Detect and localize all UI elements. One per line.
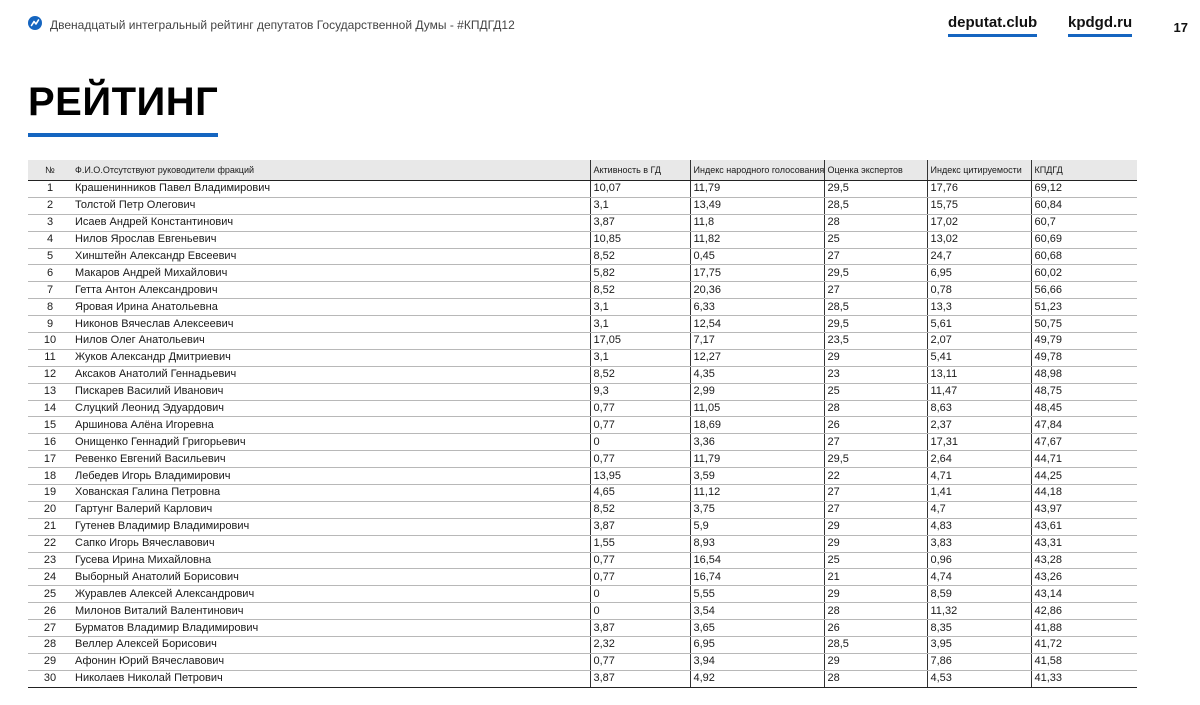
- rank-cell: 4: [28, 231, 72, 248]
- header-title: Двенадцатый интегральный рейтинг депутатов Государственной Думы - #КПДГД12: [50, 18, 515, 32]
- vote-index-cell: 2,99: [690, 383, 824, 400]
- rank-cell: 15: [28, 417, 72, 434]
- activity-cell: 17,05: [590, 333, 690, 350]
- vote-index-cell: 17,75: [690, 265, 824, 282]
- activity-cell: 3,87: [590, 670, 690, 687]
- vote-index-cell: 8,93: [690, 535, 824, 552]
- rank-cell: 28: [28, 637, 72, 654]
- activity-cell: 3,87: [590, 214, 690, 231]
- expert-score-cell: 29,5: [824, 181, 927, 198]
- citation-index-cell: 2,64: [927, 451, 1031, 468]
- rank-cell: 12: [28, 366, 72, 383]
- table-row: [28, 670, 1137, 687]
- table-row: [28, 181, 1137, 198]
- vote-index-cell: 18,69: [690, 417, 824, 434]
- expert-score-cell: 23: [824, 366, 927, 383]
- activity-cell: 0,77: [590, 569, 690, 586]
- expert-score-cell: 28,5: [824, 637, 927, 654]
- kpdgd-cell: 47,67: [1031, 434, 1137, 451]
- citation-index-cell: 7,86: [927, 653, 1031, 670]
- kpdgd-cell: 51,23: [1031, 299, 1137, 316]
- table-row: [28, 653, 1137, 670]
- rank-cell: 22: [28, 535, 72, 552]
- deputy-name-cell: Милонов Виталий Валентинович: [72, 603, 590, 620]
- deputy-name-cell: Гетта Антон Александрович: [72, 282, 590, 299]
- deputat-logo-icon: [28, 16, 42, 30]
- activity-cell: 13,95: [590, 468, 690, 485]
- rank-cell: 11: [28, 349, 72, 366]
- kpdgd-cell: 44,71: [1031, 451, 1137, 468]
- rank-cell: 10: [28, 333, 72, 350]
- expert-score-cell: 29,5: [824, 451, 927, 468]
- expert-score-cell: 29: [824, 586, 927, 603]
- citation-index-cell: 1,41: [927, 485, 1031, 502]
- col-vote-index-header: Индекс народного голосования: [690, 160, 824, 181]
- table-row: [28, 231, 1137, 248]
- table-row: [28, 366, 1137, 383]
- citation-index-cell: 8,63: [927, 400, 1031, 417]
- rank-cell: 6: [28, 265, 72, 282]
- vote-index-cell: 6,33: [690, 299, 824, 316]
- vote-index-cell: 11,79: [690, 451, 824, 468]
- table-row: [28, 333, 1137, 350]
- vote-index-cell: 5,9: [690, 518, 824, 535]
- activity-cell: 10,07: [590, 181, 690, 198]
- activity-cell: 3,1: [590, 197, 690, 214]
- rank-cell: 3: [28, 214, 72, 231]
- activity-cell: 9,3: [590, 383, 690, 400]
- expert-score-cell: 27: [824, 485, 927, 502]
- title-underline: [28, 133, 218, 137]
- table-row: [28, 282, 1137, 299]
- activity-cell: 2,32: [590, 637, 690, 654]
- vote-index-cell: 3,36: [690, 434, 824, 451]
- deputy-name-cell: Журавлев Алексей Александрович: [72, 586, 590, 603]
- kpdgd-cell: 60,02: [1031, 265, 1137, 282]
- vote-index-cell: 3,65: [690, 620, 824, 637]
- citation-index-cell: 2,37: [927, 417, 1031, 434]
- rank-cell: 21: [28, 518, 72, 535]
- rank-cell: 14: [28, 400, 72, 417]
- citation-index-cell: 13,3: [927, 299, 1031, 316]
- col-number-header: №: [28, 160, 72, 181]
- rank-cell: 1: [28, 181, 72, 198]
- activity-cell: 8,52: [590, 501, 690, 518]
- kpdgd-cell: 43,31: [1031, 535, 1137, 552]
- vote-index-cell: 12,54: [690, 316, 824, 333]
- deputy-name-cell: Толстой Петр Олегович: [72, 197, 590, 214]
- activity-cell: 0: [590, 603, 690, 620]
- rating-table: [28, 160, 1137, 688]
- vote-index-cell: 11,8: [690, 214, 824, 231]
- expert-score-cell: 26: [824, 620, 927, 637]
- deputy-name-cell: Нилов Ярослав Евгеньевич: [72, 231, 590, 248]
- deputy-name-cell: Яровая Ирина Анатольевна: [72, 299, 590, 316]
- kpdgd-cell: 69,12: [1031, 181, 1137, 198]
- vote-index-cell: 3,94: [690, 653, 824, 670]
- expert-score-cell: 22: [824, 468, 927, 485]
- rank-cell: 18: [28, 468, 72, 485]
- citation-index-cell: 11,32: [927, 603, 1031, 620]
- citation-index-cell: 17,31: [927, 434, 1031, 451]
- deputy-name-cell: Сапко Игорь Вячеславович: [72, 535, 590, 552]
- expert-score-cell: 28: [824, 400, 927, 417]
- table-row: [28, 316, 1137, 333]
- expert-score-cell: 28,5: [824, 299, 927, 316]
- vote-index-cell: 6,95: [690, 637, 824, 654]
- expert-score-cell: 21: [824, 569, 927, 586]
- page-header: [28, 14, 1188, 40]
- expert-score-cell: 26: [824, 417, 927, 434]
- expert-score-cell: 28,5: [824, 197, 927, 214]
- deputy-name-cell: Гартунг Валерий Карлович: [72, 501, 590, 518]
- citation-index-cell: 4,53: [927, 670, 1031, 687]
- deputy-name-cell: Аксаков Анатолий Геннадьевич: [72, 366, 590, 383]
- citation-index-cell: 3,83: [927, 535, 1031, 552]
- deputy-name-cell: Бурматов Владимир Владимирович: [72, 620, 590, 637]
- rank-cell: 16: [28, 434, 72, 451]
- rank-cell: 13: [28, 383, 72, 400]
- activity-cell: 3,1: [590, 299, 690, 316]
- citation-index-cell: 8,59: [927, 586, 1031, 603]
- expert-score-cell: 28: [824, 214, 927, 231]
- vote-index-cell: 20,36: [690, 282, 824, 299]
- table-row: [28, 485, 1137, 502]
- deputat-club-link[interactable]: deputat.club: [948, 14, 1037, 37]
- kpdgd-cell: 41,72: [1031, 637, 1137, 654]
- rank-cell: 8: [28, 299, 72, 316]
- vote-index-cell: 11,12: [690, 485, 824, 502]
- kpdgd-cell: 43,97: [1031, 501, 1137, 518]
- kpdgd-cell: 41,33: [1031, 670, 1137, 687]
- rank-cell: 25: [28, 586, 72, 603]
- rank-cell: 27: [28, 620, 72, 637]
- table-row: [28, 468, 1137, 485]
- kpdgd-cell: 48,45: [1031, 400, 1137, 417]
- rank-cell: 5: [28, 248, 72, 265]
- table-row: [28, 518, 1137, 535]
- vote-index-cell: 11,79: [690, 181, 824, 198]
- expert-score-cell: 27: [824, 501, 927, 518]
- citation-index-cell: 24,7: [927, 248, 1031, 265]
- expert-score-cell: 25: [824, 383, 927, 400]
- citation-index-cell: 17,02: [927, 214, 1031, 231]
- rank-cell: 29: [28, 653, 72, 670]
- deputy-name-cell: Веллер Алексей Борисович: [72, 637, 590, 654]
- kpdgd-cell: 41,88: [1031, 620, 1137, 637]
- table-row: [28, 265, 1137, 282]
- kpdgd-cell: 48,98: [1031, 366, 1137, 383]
- kpdgd-cell: 60,84: [1031, 197, 1137, 214]
- kpdgd-cell: 49,78: [1031, 349, 1137, 366]
- citation-index-cell: 2,07: [927, 333, 1031, 350]
- kpdgd-cell: 48,75: [1031, 383, 1137, 400]
- kpdgd-cell: 43,28: [1031, 552, 1137, 569]
- col-expert-header: Оценка экспертов: [824, 160, 927, 181]
- citation-index-cell: 13,02: [927, 231, 1031, 248]
- citation-index-cell: 3,95: [927, 637, 1031, 654]
- citation-index-cell: 0,78: [927, 282, 1031, 299]
- col-activity-header: Активность в ГД: [590, 160, 690, 181]
- activity-cell: 0,77: [590, 400, 690, 417]
- activity-cell: 8,52: [590, 366, 690, 383]
- kpdgd-cell: 47,84: [1031, 417, 1137, 434]
- rank-cell: 30: [28, 670, 72, 687]
- rank-cell: 7: [28, 282, 72, 299]
- table-row: [28, 535, 1137, 552]
- deputy-name-cell: Слуцкий Леонид Эдуардович: [72, 400, 590, 417]
- rank-cell: 9: [28, 316, 72, 333]
- citation-index-cell: 4,83: [927, 518, 1031, 535]
- expert-score-cell: 29,5: [824, 265, 927, 282]
- expert-score-cell: 27: [824, 282, 927, 299]
- citation-index-cell: 15,75: [927, 197, 1031, 214]
- table-row: [28, 620, 1137, 637]
- vote-index-cell: 16,74: [690, 569, 824, 586]
- activity-cell: 0,77: [590, 552, 690, 569]
- expert-score-cell: 28: [824, 603, 927, 620]
- vote-index-cell: 5,55: [690, 586, 824, 603]
- rank-cell: 26: [28, 603, 72, 620]
- activity-cell: 0,77: [590, 417, 690, 434]
- deputy-name-cell: Гутенев Владимир Владимирович: [72, 518, 590, 535]
- activity-cell: 1,55: [590, 535, 690, 552]
- vote-index-cell: 7,17: [690, 333, 824, 350]
- deputy-name-cell: Жуков Александр Дмитриевич: [72, 349, 590, 366]
- deputy-name-cell: Лебедев Игорь Владимирович: [72, 468, 590, 485]
- col-kpdgd-header: КПДГД: [1031, 160, 1137, 181]
- activity-cell: 3,1: [590, 316, 690, 333]
- vote-index-cell: 4,92: [690, 670, 824, 687]
- rank-cell: 17: [28, 451, 72, 468]
- table-row: [28, 451, 1137, 468]
- activity-cell: 0,77: [590, 451, 690, 468]
- citation-index-cell: 4,7: [927, 501, 1031, 518]
- table-row: [28, 248, 1137, 265]
- expert-score-cell: 25: [824, 552, 927, 569]
- deputy-name-cell: Пискарев Василий Иванович: [72, 383, 590, 400]
- deputy-name-cell: Аршинова Алёна Игоревна: [72, 417, 590, 434]
- expert-score-cell: 29: [824, 653, 927, 670]
- citation-index-cell: 6,95: [927, 265, 1031, 282]
- deputy-name-cell: Николаев Николай Петрович: [72, 670, 590, 687]
- deputy-name-cell: Хинштейн Александр Евсеевич: [72, 248, 590, 265]
- kpdgd-cell: 43,14: [1031, 586, 1137, 603]
- kpdgd-cell: 60,68: [1031, 248, 1137, 265]
- table-row: [28, 197, 1137, 214]
- activity-cell: 4,65: [590, 485, 690, 502]
- kpdgd-cell: 60,69: [1031, 231, 1137, 248]
- vote-index-cell: 13,49: [690, 197, 824, 214]
- table-row: [28, 434, 1137, 451]
- activity-cell: 3,87: [590, 620, 690, 637]
- col-name-header: Ф.И.О.Отсутствуют руководители фракций: [72, 160, 590, 181]
- table-row: [28, 552, 1137, 569]
- activity-cell: 8,52: [590, 248, 690, 265]
- vote-index-cell: 4,35: [690, 366, 824, 383]
- vote-index-cell: 3,75: [690, 501, 824, 518]
- table-row: [28, 586, 1137, 603]
- kpdgd-cell: 56,66: [1031, 282, 1137, 299]
- kpdgd-cell: 42,86: [1031, 603, 1137, 620]
- vote-index-cell: 3,59: [690, 468, 824, 485]
- table-row: [28, 417, 1137, 434]
- deputy-name-cell: Гусева Ирина Михайловна: [72, 552, 590, 569]
- table-row: [28, 400, 1137, 417]
- expert-score-cell: 27: [824, 434, 927, 451]
- table-row: [28, 637, 1137, 654]
- table-row: [28, 501, 1137, 518]
- table-row: [28, 349, 1137, 366]
- deputy-name-cell: Ревенко Евгений Васильевич: [72, 451, 590, 468]
- citation-index-cell: 8,35: [927, 620, 1031, 637]
- expert-score-cell: 29: [824, 535, 927, 552]
- citation-index-cell: 5,61: [927, 316, 1031, 333]
- expert-score-cell: 29,5: [824, 316, 927, 333]
- rank-cell: 20: [28, 501, 72, 518]
- deputy-name-cell: Онищенко Геннадий Григорьевич: [72, 434, 590, 451]
- expert-score-cell: 23,5: [824, 333, 927, 350]
- citation-index-cell: 4,71: [927, 468, 1031, 485]
- deputy-name-cell: Выборный Анатолий Борисович: [72, 569, 590, 586]
- deputy-name-cell: Исаев Андрей Константинович: [72, 214, 590, 231]
- table-row: [28, 383, 1137, 400]
- kpdgd-cell: 49,79: [1031, 333, 1137, 350]
- table-row: [28, 569, 1137, 586]
- deputy-name-cell: Макаров Андрей Михайлович: [72, 265, 590, 282]
- table-row: [28, 214, 1137, 231]
- expert-score-cell: 27: [824, 248, 927, 265]
- deputy-name-cell: Крашенинников Павел Владимирович: [72, 181, 590, 198]
- col-citation-header: Индекс цитируемости: [927, 160, 1031, 181]
- rank-cell: 24: [28, 569, 72, 586]
- kpdgd-link[interactable]: kpdgd.ru: [1068, 14, 1132, 37]
- activity-cell: 0: [590, 586, 690, 603]
- kpdgd-cell: 44,18: [1031, 485, 1137, 502]
- activity-cell: 5,82: [590, 265, 690, 282]
- rank-cell: 19: [28, 485, 72, 502]
- page-title: РЕЙТИНГ: [28, 80, 219, 124]
- expert-score-cell: 29: [824, 349, 927, 366]
- table-row: [28, 299, 1137, 316]
- vote-index-cell: 0,45: [690, 248, 824, 265]
- kpdgd-cell: 41,58: [1031, 653, 1137, 670]
- activity-cell: 10,85: [590, 231, 690, 248]
- page-number: 17: [1173, 20, 1188, 35]
- activity-cell: 0: [590, 434, 690, 451]
- activity-cell: 3,1: [590, 349, 690, 366]
- table-row: [28, 603, 1137, 620]
- table-header-row: [28, 160, 1137, 181]
- expert-score-cell: 25: [824, 231, 927, 248]
- deputy-name-cell: Нилов Олег Анатольевич: [72, 333, 590, 350]
- vote-index-cell: 16,54: [690, 552, 824, 569]
- kpdgd-cell: 50,75: [1031, 316, 1137, 333]
- kpdgd-cell: 43,61: [1031, 518, 1137, 535]
- expert-score-cell: 28: [824, 670, 927, 687]
- citation-index-cell: 17,76: [927, 181, 1031, 198]
- rank-cell: 2: [28, 197, 72, 214]
- citation-index-cell: 13,11: [927, 366, 1031, 383]
- table-body: [28, 181, 1137, 688]
- vote-index-cell: 3,54: [690, 603, 824, 620]
- citation-index-cell: 4,74: [927, 569, 1031, 586]
- citation-index-cell: 0,96: [927, 552, 1031, 569]
- deputy-name-cell: Афонин Юрий Вячеславович: [72, 653, 590, 670]
- expert-score-cell: 29: [824, 518, 927, 535]
- citation-index-cell: 11,47: [927, 383, 1031, 400]
- activity-cell: 3,87: [590, 518, 690, 535]
- deputy-name-cell: Никонов Вячеслав Алексеевич: [72, 316, 590, 333]
- kpdgd-cell: 43,26: [1031, 569, 1137, 586]
- kpdgd-cell: 44,25: [1031, 468, 1137, 485]
- kpdgd-cell: 60,7: [1031, 214, 1137, 231]
- deputy-name-cell: Хованская Галина Петровна: [72, 485, 590, 502]
- citation-index-cell: 5,41: [927, 349, 1031, 366]
- vote-index-cell: 11,82: [690, 231, 824, 248]
- rank-cell: 23: [28, 552, 72, 569]
- vote-index-cell: 11,05: [690, 400, 824, 417]
- vote-index-cell: 12,27: [690, 349, 824, 366]
- activity-cell: 8,52: [590, 282, 690, 299]
- activity-cell: 0,77: [590, 653, 690, 670]
